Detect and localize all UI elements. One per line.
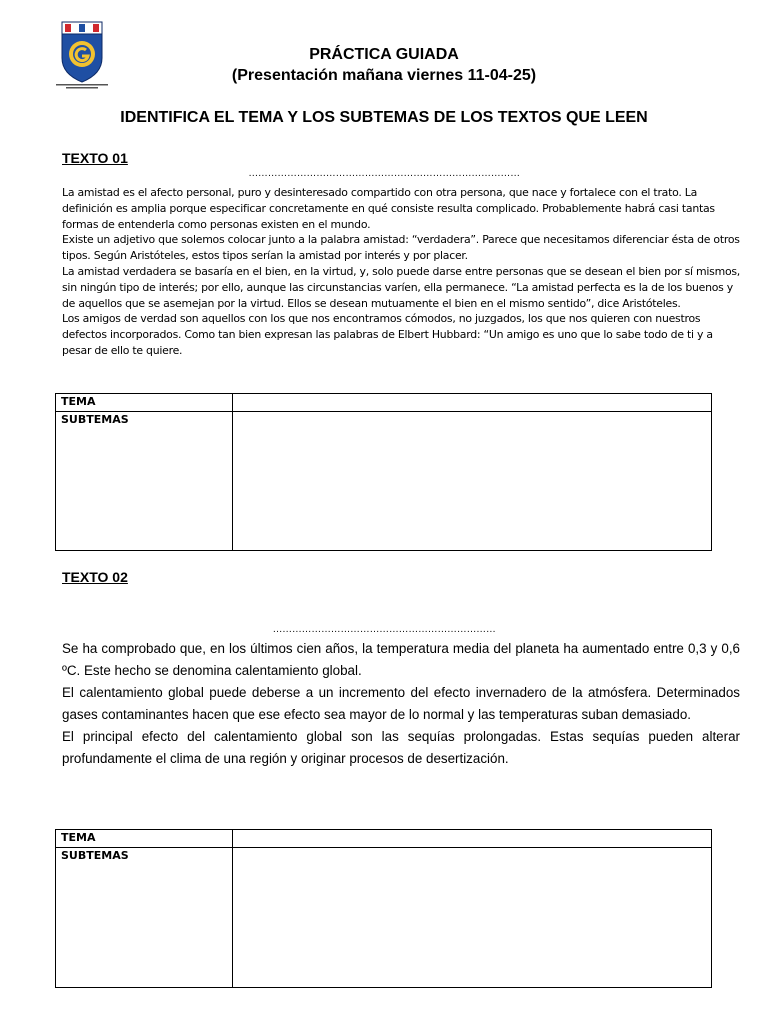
table-row bbox=[56, 830, 712, 848]
subtemas-answer-cell[interactable] bbox=[233, 848, 712, 988]
subtemas-label: SUBTEMAS bbox=[56, 412, 233, 551]
paragraph: La amistad verdadera se basaría en el bien, en la virtud, y, solo puede darse entre personas que se desean el bien por sí mismos, sin ningún tipo de interés; por ello, aunque las circunstancias varíen, ella permanece. “La amistad perfecta es la de los buenos y de aquellos que se asemejan por la virtud. Ellos se desean mutuamente el bien en el mismo sentido”, dice Aristóteles. bbox=[62, 264, 740, 310]
page-title: PRÁCTICA GUIADA bbox=[309, 46, 459, 63]
table-row bbox=[56, 394, 712, 412]
table-row bbox=[56, 412, 712, 551]
paragraph: El calentamiento global puede deberse a un incremento del efecto invernadero de la atmósfera. Determinados gases contaminantes hacen que ese efecto sea mayor de lo normal y las temperaturas suban demasiado. bbox=[62, 685, 740, 722]
texto-02-heading: TEXTO 02 bbox=[62, 569, 128, 585]
subtemas-label: SUBTEMAS bbox=[56, 848, 233, 988]
page-subtitle: (Presentación mañana viernes 11-04-25) bbox=[231, 67, 537, 84]
tema-label: TEMA bbox=[56, 830, 233, 848]
texto-01-answer-table bbox=[55, 393, 712, 551]
table-row bbox=[56, 848, 712, 988]
texto-01-body bbox=[62, 185, 740, 359]
texto-01-title-blank: ………………………………………………………………………… bbox=[248, 168, 520, 179]
subtemas-answer-cell[interactable] bbox=[233, 412, 712, 551]
instruction-heading: IDENTIFICA EL TEMA Y LOS SUBTEMAS DE LOS TEXTOS QUE LEEN bbox=[120, 109, 648, 126]
paragraph: Los amigos de verdad son aquellos con los que nos encontramos cómodos, no juzgados, los que nos quieren con nuestros defectos incorporados. Como tan bien expresan las palabras de Elbert Hubbard: “Un amigo es uno que lo sabe todo de ti y a pesar de ello te quiere. bbox=[62, 312, 713, 357]
tema-answer-cell[interactable] bbox=[233, 394, 712, 412]
paragraph: Se ha comprobado que, en los últimos cien años, la temperatura media del planeta ha aumentado entre 0,3 y 0,6 ºC. Este hecho se denomina calentamiento global. bbox=[62, 641, 740, 678]
paragraph: Existe un adjetivo que solemos colocar junto a la palabra amistad: “verdadera”. Parece que necesitamos diferenciar ésta de otros tipos. Según Aristóteles, estos tipos serían la amistad por interés y por placer. bbox=[62, 233, 740, 263]
tema-label: TEMA bbox=[56, 394, 233, 412]
tema-answer-cell[interactable] bbox=[233, 830, 712, 848]
texto-02-title-blank: …………………………………………………………… bbox=[272, 624, 496, 635]
paragraph: El principal efecto del calentamiento global son las sequías prolongadas. Estas sequías pueden alterar profundamente el clima de una región y originar procesos de desertización. bbox=[62, 729, 740, 766]
texto-01-heading: TEXTO 01 bbox=[62, 150, 128, 166]
texto-02-answer-table bbox=[55, 829, 712, 988]
paragraph: La amistad es el afecto personal, puro y desinteresado compartido con otra persona, que nace y fortalece con el trato. La definición es amplia porque especificar concretamente en qué consiste resulta complicado. Probablemente habrá casi tantas formas de entenderla como personas existen en el mundo. bbox=[62, 186, 715, 231]
texto-02-body bbox=[62, 638, 740, 770]
